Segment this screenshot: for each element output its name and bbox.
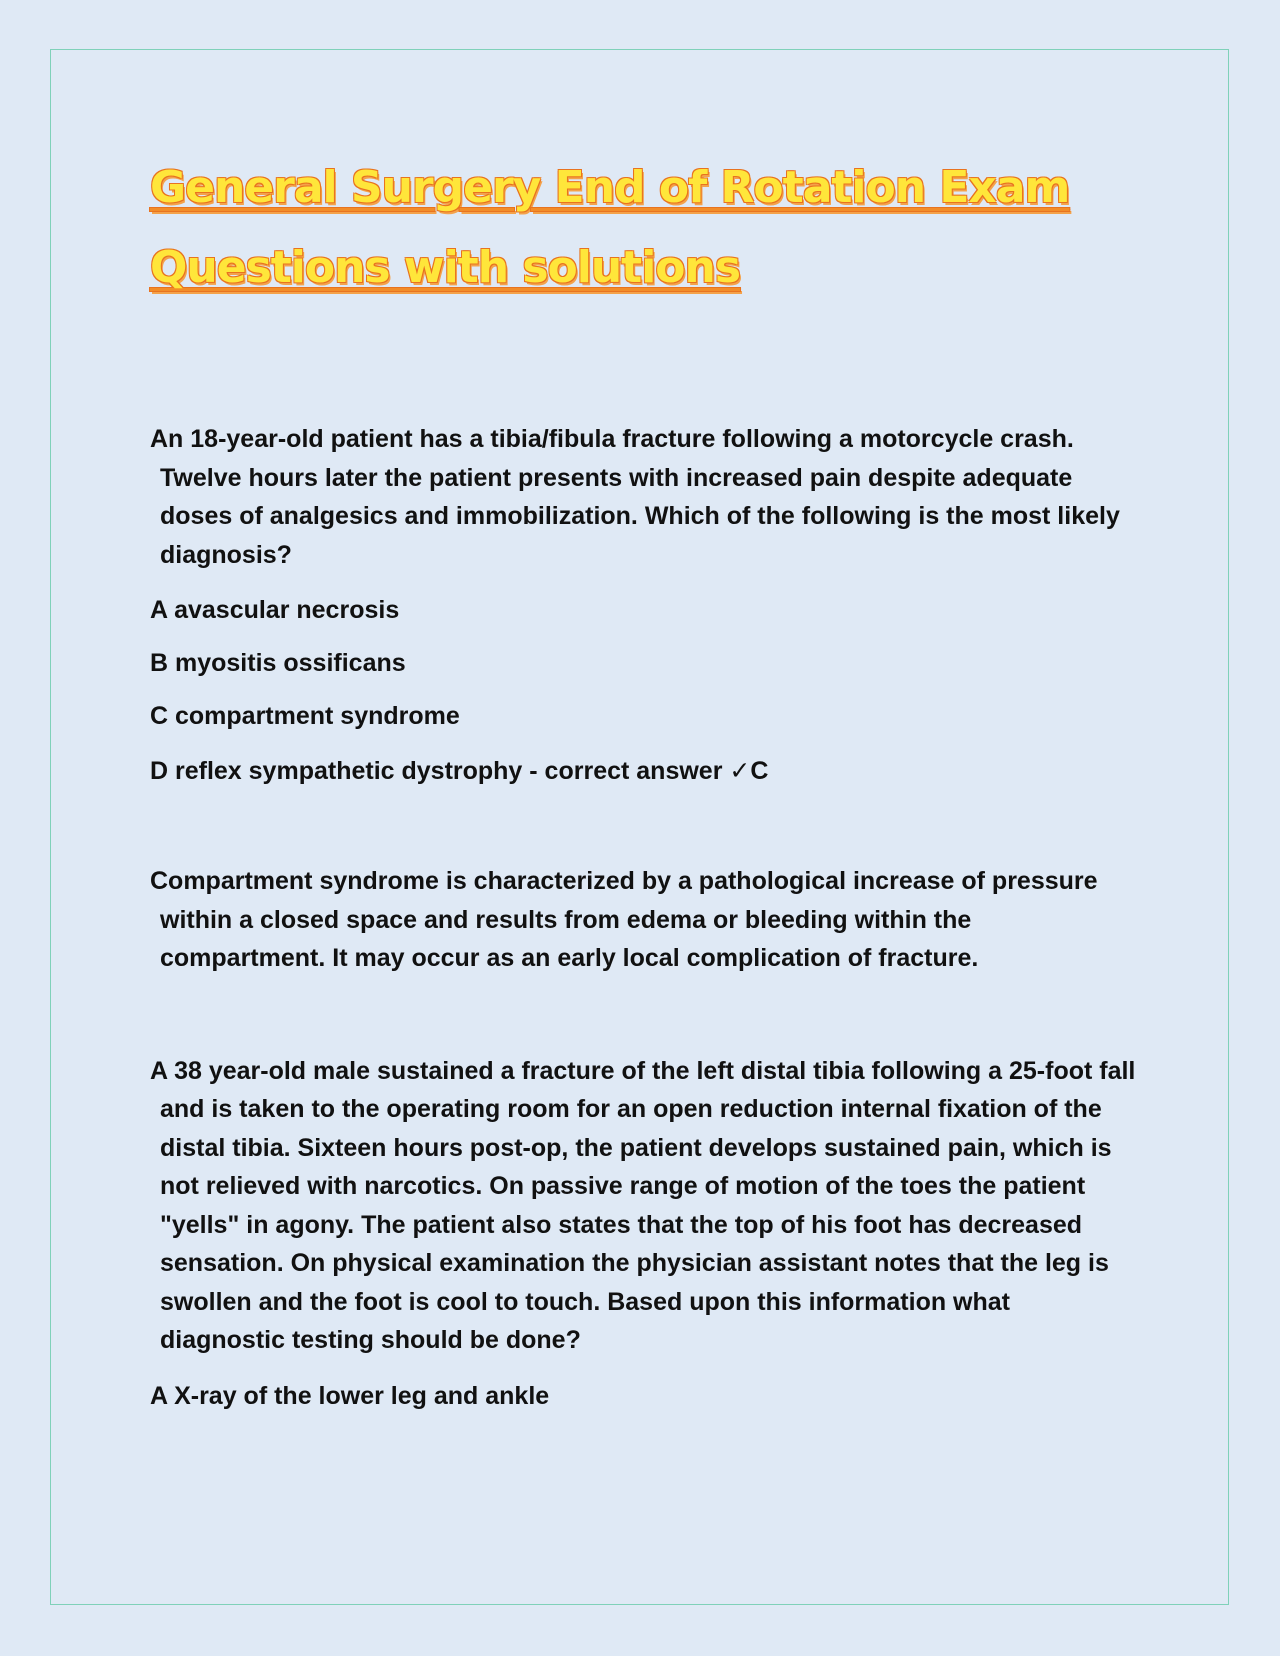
question-2-stem: A 38 year-old male sustained a fracture of the left distal tibia following a 25-foot fall and is taken to the operating room for an open reduction internal fixation of the distal tibia. Sixteen hours post-op, the patient develops sustained pain, which is not relieved with narcotics. On passive range of motion of the toes the patient "yells" in agony. The patient also states that the top of his foot has decreased sensation. On physical examination the physician assistant notes that the leg is swollen and the foot is cool to touch. Based upon this information what diagnostic testing should be done? bbox=[150, 1056, 1136, 1354]
question-1-option-c: C compartment syndrome bbox=[150, 702, 460, 730]
question-1-option-d-answer: D reflex sympathetic dystrophy - correct answer ✓C bbox=[150, 757, 769, 785]
document-title bbox=[150, 148, 1170, 308]
question-1-option-b: B myositis ossificans bbox=[150, 649, 406, 677]
question-2-option-a: A X-ray of the lower leg and ankle bbox=[150, 1381, 550, 1410]
document-body bbox=[150, 420, 1140, 1415]
question-1-explanation: Compartment syndrome is characterized by a pathological increase of pressure within a closed space and results from edema or bleeding within the compartment. It may occur as an early local complication of fracture. bbox=[150, 867, 1098, 972]
question-1-stem: An 18-year-old patient has a tibia/fibula fracture following a motorcycle crash. Twelve hours later the patient presents with increased pain despite adequate doses of analgesics and immobilization. Which of the following is the most likely diagnosis? bbox=[150, 425, 1120, 569]
title-line-1: General Surgery End of Rotation Exam bbox=[150, 162, 1070, 213]
question-1-option-a: A avascular necrosis bbox=[150, 596, 400, 624]
title-line-2: Questions with solutions bbox=[150, 242, 741, 293]
